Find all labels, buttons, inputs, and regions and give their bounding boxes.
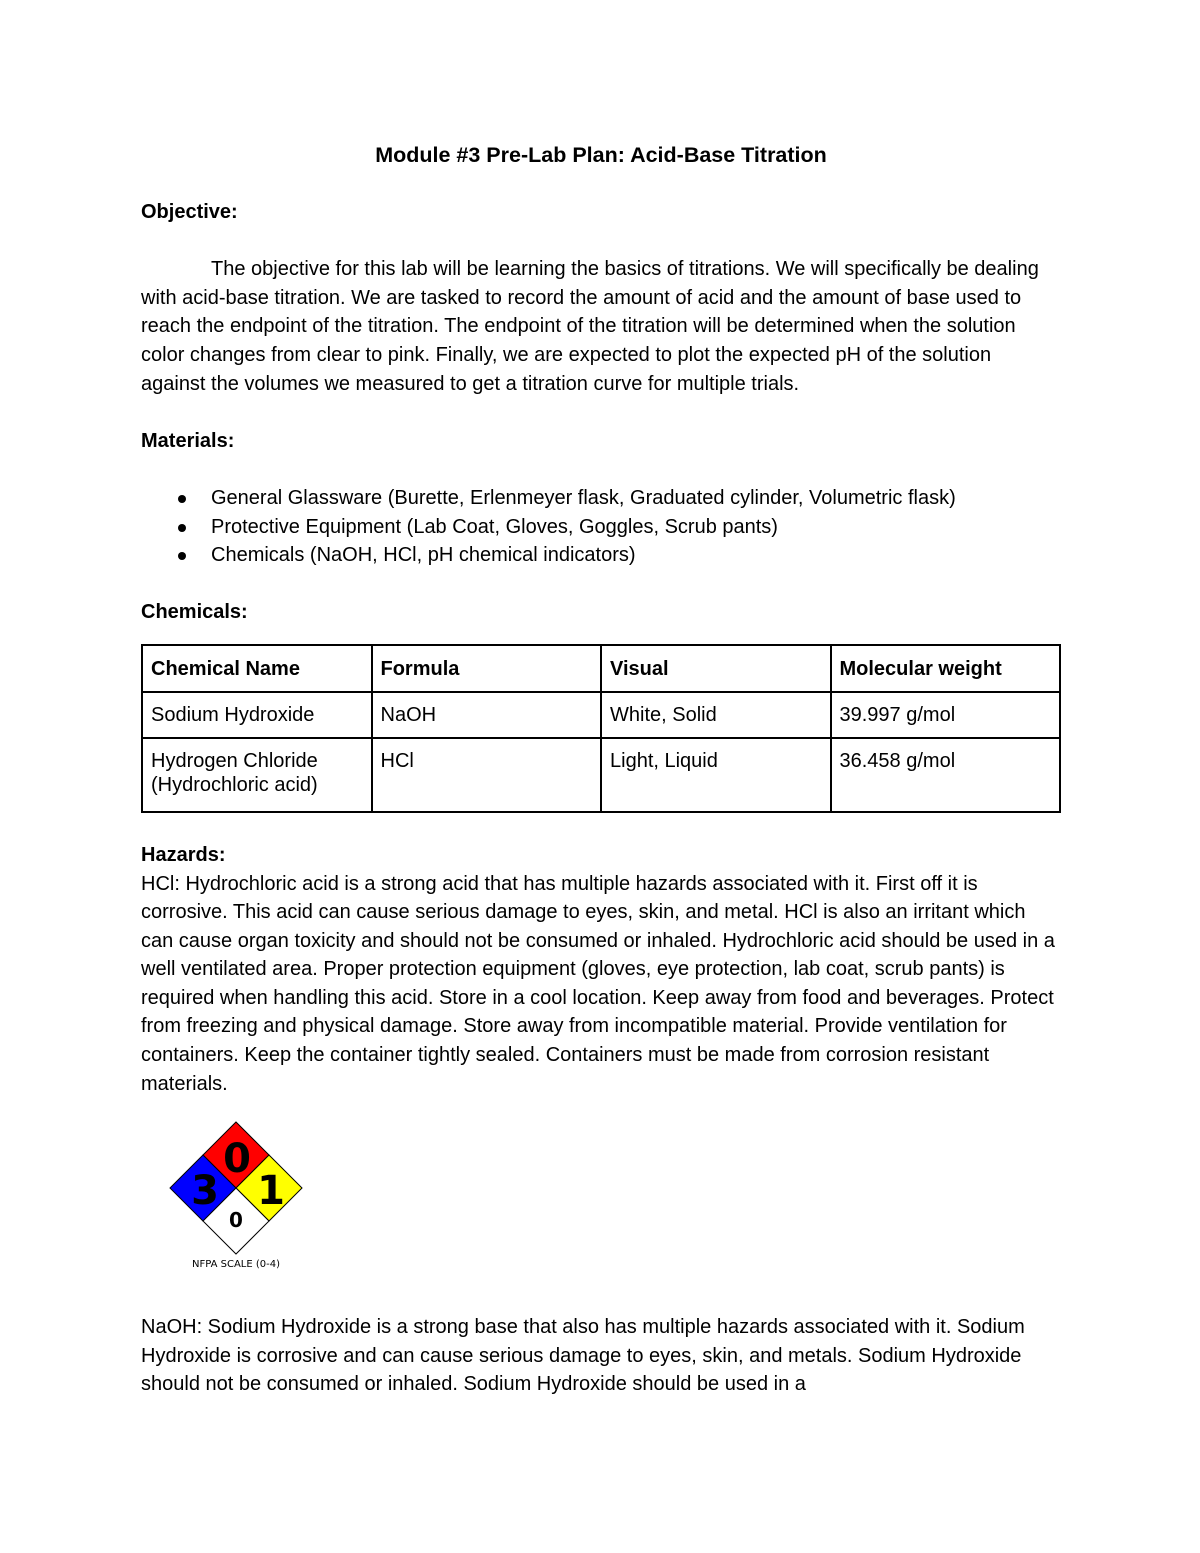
nfpa-caption: NFPA SCALE (0-4) [191, 1259, 281, 1270]
hcl-hazards-paragraph: HCl: Hydrochloric acid is a strong acid that has multiple hazards associated with it. First off it is corrosive. This acid can cause serious damage to eyes, skin, and metal. HCl is also an irritant which can cause organ toxicity and should not be consumed or inhaled. Hydrochloric acid should be used in a well ventilated area. Proper protection equipment (gloves, eye protection, lab coat, scrub pants) is required when handling this acid. Store in a cool location. Keep away from food and beverages. Protect from freezing and physical damage. Store away from incompatible material. Provide ventilation for containers. Keep the container tightly sealed. Containers must be made from corrosion resistant materials. [141, 872, 1055, 1095]
column-header: Molecular weight [831, 645, 1061, 692]
list-item [141, 484, 1061, 513]
materials-heading: Materials: [141, 429, 235, 452]
list-item [141, 541, 1061, 570]
nfpa-diamond-icon [168, 1120, 304, 1270]
objective-heading: Objective: [141, 201, 238, 223]
nfpa-diamond [168, 1120, 304, 1270]
nfpa-health-value: 3 [191, 1168, 219, 1214]
list-item-text: Chemicals (NaOH, HCl, pH chemical indicators) [211, 544, 636, 567]
column-header: Chemical Name [142, 645, 372, 692]
naoh-hazards-paragraph: NaOH: Sodium Hydroxide is a strong base that also has multiple hazards associated with it. Sodium Hydroxide is corrosive and can cause serious damage to eyes, skin, and metals. Sodium Hydroxide should not be consumed or inhaled. Sodium Hydroxide should be used in a [141, 1316, 1025, 1396]
chemicals-table [141, 644, 1061, 813]
nfpa-instability-value: 1 [257, 1168, 285, 1214]
materials-list [141, 484, 1061, 570]
page-title: Module #3 Pre-Lab Plan: Acid-Base Titration [375, 143, 827, 167]
table-cell: White, Solid [601, 692, 831, 738]
column-header: Formula [372, 645, 602, 692]
list-item [141, 513, 1061, 542]
table-cell: HCl [372, 738, 602, 812]
column-header: Visual [601, 645, 831, 692]
chemicals-heading: Chemicals: [141, 601, 248, 624]
bullet-icon [178, 495, 186, 503]
objective-paragraph: The objective for this lab will be learning the basics of titrations. We will specifically be dealing with acid-base titration. We are tasked to record the amount of acid and the amount of base used to reach the endpoint of the titration. The endpoint of the titration will be determined when the solution color changes from clear to pink. Finally, we are expected to plot the expected pH of the solution against the volumes we measured to get a titration curve for multiple trials. [141, 258, 1039, 395]
bullet-icon [178, 552, 186, 560]
list-item-text: General Glassware (Burette, Erlenmeyer flask, Graduated cylinder, Volumetric flask) [211, 486, 956, 509]
table-cell: 36.458 g/mol [831, 738, 1061, 812]
table-cell: Light, Liquid [601, 738, 831, 812]
table-cell: Hydrogen Chloride (Hydrochloric acid) [142, 738, 372, 812]
table-cell: NaOH [372, 692, 602, 738]
nfpa-flammability-value: 0 [223, 1136, 251, 1182]
bullet-icon [178, 524, 186, 532]
hazards-heading: Hazards: [141, 843, 226, 866]
table-row [142, 692, 1060, 738]
table-row [142, 738, 1060, 812]
table-cell: Sodium Hydroxide [142, 692, 372, 738]
list-item-text: Protective Equipment (Lab Coat, Gloves, Goggles, Scrub pants) [211, 515, 778, 538]
table-header-row [142, 645, 1060, 692]
table-cell: 39.997 g/mol [831, 692, 1061, 738]
nfpa-special-value: 0 [229, 1208, 243, 1232]
